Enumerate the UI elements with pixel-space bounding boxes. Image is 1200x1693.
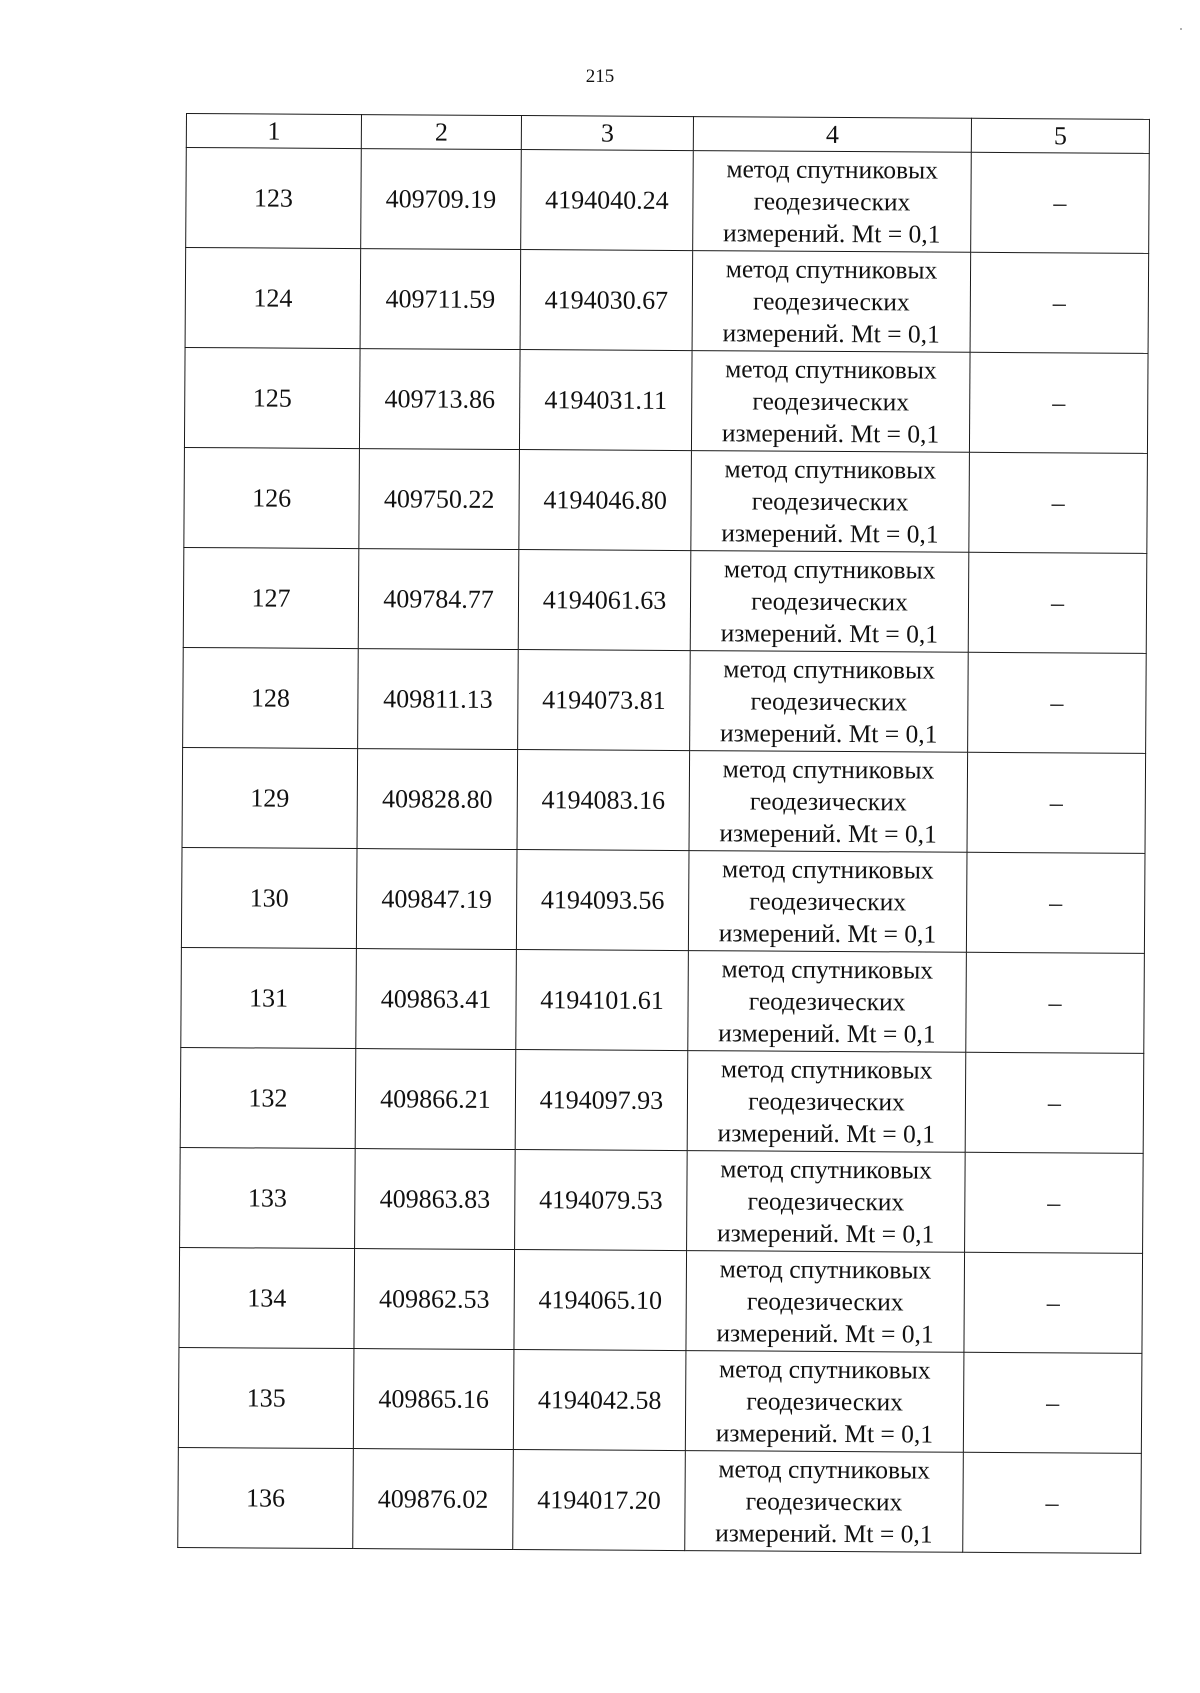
point-number-cell: 135 <box>178 1347 354 1448</box>
method-line-2: геодезических <box>745 1485 903 1516</box>
x-coordinate-cell: 409784.77 <box>358 549 519 650</box>
point-number-cell: 133 <box>180 1147 356 1248</box>
method-line-2: геодезических <box>752 385 910 416</box>
scan-speck <box>1180 28 1182 30</box>
method-line-3: измерений. Mt = 0,1 <box>720 617 939 649</box>
table-row <box>184 347 1148 453</box>
point-number-cell: 127 <box>183 547 359 648</box>
table-row <box>184 447 1148 553</box>
table-row <box>180 1047 1144 1153</box>
point-number-cell: 124 <box>185 248 361 349</box>
method-line-1: метод спутниковых <box>718 1353 931 1385</box>
method-line-3: измерений. Mt = 0,1 <box>716 1317 934 1349</box>
method-line-3: измерений. Mt = 0,1 <box>719 717 938 749</box>
x-coordinate-cell: 409811.13 <box>358 649 519 750</box>
x-coordinate-cell: 409847.19 <box>356 849 517 950</box>
table-row <box>185 248 1149 354</box>
method-line-2: геодезических <box>752 285 910 316</box>
note-cell: – <box>969 352 1148 453</box>
y-coordinate-cell: 4194031.11 <box>519 350 692 451</box>
method-line-3: измерений. Mt = 0,1 <box>718 1017 936 1049</box>
y-coordinate-cell: 4194046.80 <box>519 450 692 551</box>
method-cell <box>691 351 970 453</box>
point-number-cell: 132 <box>180 1047 356 1148</box>
point-number-cell: 128 <box>183 647 359 748</box>
method-line-1: метод спутниковых <box>718 1453 931 1485</box>
method-line-1: метод спутниковых <box>725 353 937 385</box>
method-cell <box>689 751 968 853</box>
table-row <box>181 847 1145 953</box>
x-coordinate-cell: 409713.86 <box>359 349 520 450</box>
method-line-2: геодезических <box>749 885 907 916</box>
x-coordinate-cell: 409876.02 <box>353 1449 514 1550</box>
note-cell: – <box>970 252 1149 353</box>
note-cell: – <box>968 552 1147 653</box>
note-cell: – <box>965 1052 1144 1153</box>
y-coordinate-cell: 4194101.61 <box>516 950 689 1051</box>
method-line-2: геодезических <box>749 785 907 816</box>
x-coordinate-cell: 409828.80 <box>357 749 518 850</box>
method-cell <box>693 151 972 253</box>
method-line-2: геодезических <box>750 685 908 716</box>
method-cell <box>688 951 967 1053</box>
note-cell: – <box>969 452 1148 553</box>
point-number-cell: 130 <box>181 847 357 948</box>
note-cell: – <box>966 852 1145 953</box>
table-row <box>179 1247 1143 1353</box>
x-coordinate-cell: 409865.16 <box>353 1349 514 1450</box>
method-cell <box>692 251 971 353</box>
table-row <box>180 1147 1144 1253</box>
y-coordinate-cell: 4194093.56 <box>516 850 689 951</box>
y-coordinate-cell: 4194079.53 <box>515 1150 688 1251</box>
method-line-1: метод спутниковых <box>721 953 934 985</box>
table-row <box>181 947 1145 1053</box>
y-coordinate-cell: 4194042.58 <box>513 1350 686 1451</box>
y-coordinate-cell: 4194073.81 <box>518 650 691 751</box>
y-coordinate-cell: 4194061.63 <box>518 550 691 651</box>
method-line-1: метод спутниковых <box>724 453 937 485</box>
column-header-4: 4 <box>693 117 971 153</box>
method-line-3: измерений. Mt = 0,1 <box>717 1117 936 1149</box>
method-line-3: измерений. Mt = 0,1 <box>719 817 937 849</box>
method-line-2: геодезических <box>748 1085 905 1116</box>
table-row <box>178 1447 1142 1553</box>
y-coordinate-cell: 4194065.10 <box>514 1250 687 1351</box>
method-line-1: метод спутниковых <box>726 153 939 185</box>
point-number-cell: 126 <box>184 447 360 548</box>
page-number: 215 <box>585 66 615 87</box>
method-cell <box>686 1251 965 1353</box>
note-cell: – <box>963 1452 1142 1553</box>
x-coordinate-cell: 409711.59 <box>360 249 521 350</box>
column-header-1: 1 <box>186 114 361 149</box>
method-line-2: геодезических <box>751 485 909 516</box>
method-line-1: метод спутниковых <box>723 653 935 685</box>
table-row <box>178 1347 1142 1453</box>
y-coordinate-cell: 4194097.93 <box>515 1050 688 1151</box>
table-row <box>183 547 1147 653</box>
method-line-1: метод спутниковых <box>722 753 935 785</box>
method-line-3: измерений. Mt = 0,1 <box>715 1417 934 1449</box>
point-number-cell: 136 <box>178 1447 354 1548</box>
method-line-2: геодезических <box>748 985 906 1016</box>
method-cell <box>687 1051 966 1153</box>
method-line-2: геодезических <box>753 185 911 216</box>
point-number-cell: 125 <box>184 347 360 448</box>
column-header-5: 5 <box>971 118 1149 153</box>
x-coordinate-cell: 409863.83 <box>355 1149 516 1250</box>
method-line-3: измерений. Mt = 0,1 <box>722 317 940 349</box>
table-row <box>182 747 1146 853</box>
method-cell <box>685 1451 964 1553</box>
note-cell: – <box>967 752 1146 853</box>
method-line-2: геодезических <box>751 585 908 616</box>
y-coordinate-cell: 4194040.24 <box>521 150 694 251</box>
method-line-3: измерений. Mt = 0,1 <box>721 517 939 549</box>
point-number-cell: 131 <box>181 947 357 1048</box>
method-cell <box>690 551 969 653</box>
column-header-3: 3 <box>521 116 693 151</box>
method-line-2: геодезических <box>746 1385 904 1416</box>
method-line-3: измерений. Mt = 0,1 <box>723 217 941 249</box>
method-line-3: измерений. Mt = 0,1 <box>718 917 937 949</box>
note-cell: – <box>965 1152 1144 1253</box>
note-cell: – <box>966 952 1145 1053</box>
note-cell: – <box>964 1252 1143 1353</box>
method-cell <box>691 451 970 553</box>
table-body <box>178 148 1150 1554</box>
x-coordinate-cell: 409863.41 <box>356 949 517 1050</box>
method-line-2: геодезических <box>747 1185 905 1216</box>
method-line-3: измерений. Mt = 0,1 <box>716 1217 935 1249</box>
note-cell: – <box>963 1352 1142 1453</box>
x-coordinate-cell: 409866.21 <box>355 1049 516 1150</box>
point-number-cell: 134 <box>179 1247 355 1348</box>
y-coordinate-cell: 4194083.16 <box>517 750 690 851</box>
method-line-1: метод спутниковых <box>722 853 934 885</box>
y-coordinate-cell: 4194030.67 <box>520 250 693 351</box>
note-cell: – <box>971 152 1150 253</box>
method-line-1: метод спутниковых <box>720 1053 933 1085</box>
table-row <box>183 647 1147 753</box>
coordinates-table <box>177 113 1150 1554</box>
point-number-cell: 123 <box>186 148 362 249</box>
method-line-3: измерений. Mt = 0,1 <box>721 417 940 449</box>
method-line-1: метод спутниковых <box>719 1253 932 1285</box>
method-line-1: метод спутниковых <box>725 253 938 285</box>
method-cell <box>685 1351 964 1453</box>
method-line-1: метод спутниковых <box>720 1153 932 1185</box>
method-line-2: геодезических <box>746 1285 904 1316</box>
note-cell: – <box>968 652 1147 753</box>
x-coordinate-cell: 409750.22 <box>359 449 520 550</box>
column-header-2: 2 <box>361 115 521 150</box>
x-coordinate-cell: 409709.19 <box>361 149 522 250</box>
method-cell <box>688 851 967 953</box>
point-number-cell: 129 <box>182 747 358 848</box>
y-coordinate-cell: 4194017.20 <box>513 1450 686 1551</box>
method-cell <box>690 651 969 753</box>
method-cell <box>687 1151 966 1253</box>
x-coordinate-cell: 409862.53 <box>354 1249 515 1350</box>
method-line-1: метод спутниковых <box>723 553 936 585</box>
table-row <box>186 148 1150 254</box>
method-line-3: измерений. Mt = 0,1 <box>715 1517 933 1549</box>
